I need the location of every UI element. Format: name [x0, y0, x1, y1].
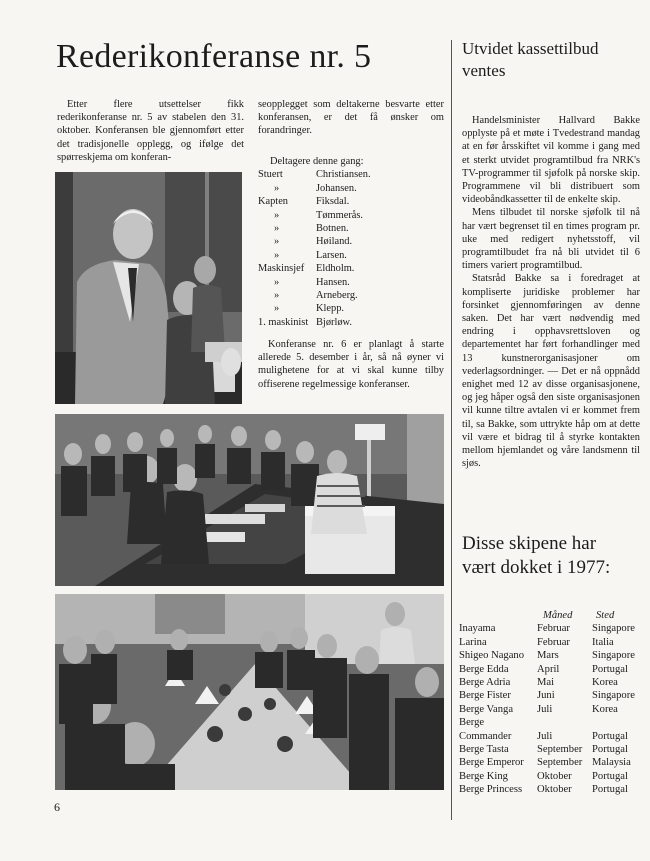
- conference-table-photo: [55, 414, 444, 586]
- conference-table-photo-graphic: [55, 414, 444, 586]
- participants-list: [258, 155, 444, 329]
- ship-month: [537, 716, 592, 729]
- ship-month: Juli: [537, 703, 553, 715]
- ship-month: Juni: [537, 690, 555, 702]
- ship-month: Oktober: [537, 784, 572, 796]
- ship-place: Portugal: [592, 770, 628, 782]
- ship-name: Inayama: [459, 623, 496, 635]
- header-place: Sted: [596, 610, 615, 621]
- column-divider: [451, 40, 452, 820]
- participant-name: Klepp.: [316, 303, 344, 315]
- header-spacer: [459, 609, 537, 622]
- participant-row: [258, 195, 444, 208]
- sidebar-heading: Utvidet kassettilbud ventes: [462, 39, 599, 80]
- participant-role: »: [274, 290, 280, 302]
- ship-name: Berge: [459, 717, 485, 729]
- participant-row: [258, 182, 444, 195]
- docked-ships-table: [459, 609, 649, 797]
- participant-row: [258, 249, 444, 262]
- ship-place: Portugal: [592, 730, 628, 742]
- participant-row: [258, 276, 444, 289]
- ship-name: Berge Emperor: [459, 757, 524, 769]
- participant-row: [258, 168, 444, 181]
- table-row: [459, 649, 649, 662]
- conference-six-paragraph: Konferanse nr. 6 er planlagt å starte allerede 5. desember i år, så nå øyner vi mulighetene for at vi skal kunne tilby offiserene regelmessige konferanser.: [258, 339, 444, 390]
- ship-month: Mai: [537, 677, 555, 689]
- table-row: [459, 756, 649, 769]
- participant-name: Tømmerås.: [316, 209, 364, 221]
- participant-name: Bjørløw.: [316, 316, 352, 328]
- ship-name: Berge King: [459, 770, 508, 782]
- dinner-photo: [55, 594, 444, 790]
- intro-right-column: [258, 98, 444, 138]
- intro-left-column: [57, 98, 244, 164]
- participant-row: [258, 222, 444, 235]
- participant-name: Botnen.: [316, 223, 349, 235]
- ship-name: Berge Princess: [459, 784, 523, 796]
- ship-name: Shigeo Nagano: [459, 650, 525, 662]
- ship-place: Portugal: [592, 784, 628, 796]
- ship-name: Berge Tasta: [459, 744, 509, 756]
- table-row: [459, 783, 649, 796]
- participant-name: Eldholm.: [316, 263, 355, 275]
- sidebar-paragraph: Statsråd Bakke sa i foredraget at kompliserte juridiske problemer har forsinket gjennomføringen av denne saken. Det har vært nødvendig med endring i opphavsrettsloven og departementet har ført forhandlinger med 13 kunstnerorganisasjoner om vederlagsordninger. — Det er nå oppnådd enighet med 12 av disse organisasjonene, og jeg håper også den siste organisasjonen vil kunne tiltre avtalen vi er kommet frem til, sa Bakke, som uttrykte håp om at dette vil være et bidrag til å styrke kontakten mellom hjemlandet og våre landsmenn til sjøs.: [462, 273, 640, 470]
- participant-role: Maskinsjef: [258, 263, 305, 275]
- table-row: [459, 622, 649, 635]
- participant-name: Høiland.: [316, 236, 353, 248]
- participant-name: Arneberg.: [316, 290, 358, 302]
- ship-place: Korea: [592, 677, 618, 689]
- table-row: [459, 636, 649, 649]
- participant-role: Stuert: [258, 169, 283, 181]
- speaker-photo-graphic: [55, 172, 242, 404]
- ship-month: September: [537, 757, 583, 769]
- participant-name: Hansen.: [316, 276, 350, 288]
- article-title: Rederikonferanse nr. 5: [56, 38, 372, 75]
- participant-name: Fiksdal.: [316, 196, 350, 208]
- dinner-photo-graphic: [55, 594, 444, 790]
- ship-place: Singapore: [592, 623, 635, 635]
- table-row: [459, 689, 649, 702]
- intro-paragraph: Etter flere utsettelser fikk rederikonferanse nr. 5 av stabelen den 31. oktober. Konferansen ble gjennomført etter det tradisjonelle opplegg, og ifølge det spørreskjema om konferan-: [57, 99, 244, 163]
- sidebar-paragraph: Handelsminister Hallvard Bakke opplyste på et møte i Tvedestrand mandag at en før årsskiftet vil komme i gang med et sterkt utvidet programtilbud fra NRK's TV-programmer til sjøfolk på norske skip. Programmene vil bli distribuert som videobåndkassetter til de enkelte skip.: [462, 115, 640, 206]
- participant-role: »: [274, 249, 280, 261]
- ship-place: Portugal: [592, 663, 628, 675]
- table-row: [459, 770, 649, 783]
- participant-row: [258, 302, 444, 315]
- participant-role: »: [274, 303, 280, 315]
- participant-role: »: [274, 209, 280, 221]
- ships-heading: Disse skipene har vært dokket i 1977:: [462, 533, 611, 578]
- page-number: 6: [54, 800, 60, 814]
- speaker-photo: [55, 172, 242, 404]
- ship-name: Berge Edda: [459, 663, 509, 675]
- conference-six-column: [258, 338, 444, 391]
- ship-month: April: [537, 663, 560, 675]
- ship-place: Korea: [592, 703, 618, 715]
- intro-continuation: seopplegget som deltakerne besvarte etter konferansen, er det få ønsker om forandringer.: [258, 99, 444, 137]
- ship-place: Italia: [592, 636, 614, 648]
- table-row: [459, 730, 649, 743]
- header-month: Måned: [543, 610, 573, 621]
- ship-month: Juli: [537, 730, 553, 742]
- ship-name: Berge Vanga: [459, 703, 514, 715]
- participant-role: »: [274, 236, 280, 248]
- ship-month: Oktober: [537, 770, 572, 782]
- participant-role: 1. maskinist: [258, 316, 309, 328]
- participant-role: Kapten: [258, 196, 289, 208]
- ship-month: Februar: [537, 636, 570, 648]
- participant-row: [258, 316, 444, 329]
- ship-place: Singapore: [592, 650, 635, 662]
- participant-role: »: [274, 276, 280, 288]
- participant-row: [258, 262, 444, 275]
- table-row: [459, 716, 649, 729]
- participant-name: Christiansen.: [316, 169, 371, 181]
- ship-name: Commander: [459, 730, 512, 742]
- ship-name: Larina: [459, 636, 487, 648]
- table-row: [459, 663, 649, 676]
- sidebar-article: [462, 114, 640, 470]
- ship-place: Malaysia: [592, 757, 631, 769]
- sidebar-paragraph: Mens tilbudet til norske sjøfolk til nå har vært begrenset til en times program pr. uke med redigert nyhetsstoff, vil programtilbudet fra nå bli utvidet til 6 timers variert programtilbud.: [462, 207, 640, 272]
- ship-month: Februar: [537, 623, 570, 635]
- participant-role: »: [274, 182, 280, 194]
- participant-role: »: [274, 223, 280, 235]
- participant-name: Johansen.: [316, 182, 357, 194]
- ship-month: September: [537, 744, 583, 756]
- table-header-row: [459, 609, 649, 622]
- ship-name: Berge Fister: [459, 690, 511, 702]
- participants-heading: Deltagere denne gang:: [270, 156, 364, 167]
- ship-place: Singapore: [592, 690, 635, 702]
- table-row: [459, 703, 649, 716]
- table-row: [459, 676, 649, 689]
- ship-name: Berge Adria: [459, 677, 511, 689]
- ship-month: Mars: [537, 650, 559, 662]
- participant-row: [258, 209, 444, 222]
- participant-row: [258, 235, 444, 248]
- participant-row: [258, 289, 444, 302]
- ship-place: Portugal: [592, 744, 628, 756]
- participant-name: Larsen.: [316, 249, 347, 261]
- table-row: [459, 743, 649, 756]
